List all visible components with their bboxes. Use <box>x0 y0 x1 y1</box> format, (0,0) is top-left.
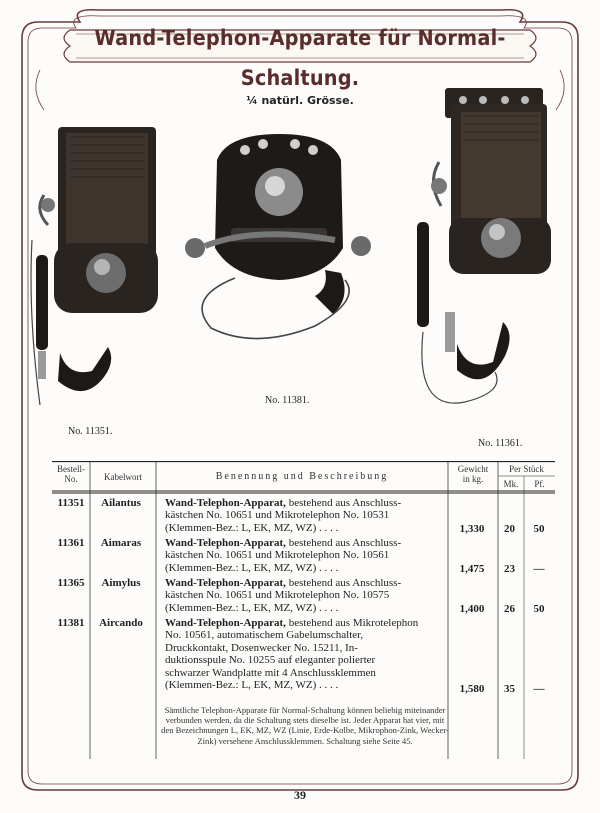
row-weight: 1,475 <box>459 562 485 575</box>
row-product-name: Wand-Telephon-Apparat, <box>165 497 286 509</box>
page-title: Wand-Telephon-Apparate für Normal-Schaltung. <box>94 26 506 90</box>
row-weight: 1,400 <box>459 602 485 615</box>
header-description: Benennung und Beschreibung <box>215 471 389 482</box>
row-order-no: 11381 <box>57 617 85 629</box>
row-product-name: Wand-Telephon-Apparat, <box>165 577 286 589</box>
header-order-no: Bestell- No. <box>57 464 85 484</box>
row-description-line: bestehend aus Anschluss- <box>288 577 402 589</box>
row-description-line: bestehend aus Anschluss- <box>288 497 402 509</box>
row-description <box>165 537 447 574</box>
caption-11381: No. 11381. <box>265 395 310 406</box>
row-description <box>165 617 447 691</box>
row-description-line: Druckkontakt, Dosenwecker No. 15211, In- <box>165 641 358 654</box>
row-description-line: (Klemmen-Bez.: L, EK, MZ, WZ) . . . . <box>165 561 339 574</box>
row-weight: 1,580 <box>459 683 485 695</box>
row-description-line: No. 10561, automatischem Gabelumschalter, <box>165 629 364 642</box>
row-codeword: Aimaras <box>100 537 142 549</box>
row-codeword: Ailantus <box>101 497 141 509</box>
header-price-per-piece: Per Stück <box>509 464 544 474</box>
telephone-11361-illustration <box>405 82 555 432</box>
row-description <box>165 497 447 534</box>
header-weight: Gewicht in kg. <box>457 464 489 484</box>
row-description-line: (Klemmen-Bez.: L, EK, MZ, WZ) . . . . <box>165 679 339 692</box>
row-order-no: 11365 <box>57 577 85 589</box>
row-price-mk: 26 <box>504 602 515 615</box>
row-description-line: (Klemmen-Bez.: L, EK, MZ, WZ) . . . . <box>165 601 339 614</box>
row-description-line: bestehend aus Mikrotelephon <box>288 617 419 629</box>
row-weight: 1,330 <box>459 522 485 535</box>
row-codeword: Aircando <box>99 617 143 629</box>
header-pf: Pf. <box>534 479 545 489</box>
row-description <box>165 577 447 614</box>
row-price-pf: 50 <box>533 522 545 535</box>
row-price-pf: — <box>533 683 545 695</box>
row-description-line: bestehend aus Anschluss- <box>288 537 402 549</box>
row-product-name: Wand-Telephon-Apparat, <box>165 617 286 629</box>
row-order-no: 11361 <box>57 537 85 549</box>
row-description-line: duktionsspule No. 10255 auf eleganter polierter <box>165 654 376 667</box>
row-price-mk: 23 <box>504 562 515 575</box>
table-footnote: Sämtliche Telephon-Apparate für Normal-Schaltung können beliebig miteinander verbunden werden, da die Schaltung stets dieselbe ist. Jeder Apparat hat vier, mit den Bezeichnungen L, EK, MZ, WZ (Linie, Erde-Kolbe, Mikrophon-Zink, Wecker-Zink) versehene Anschlussklemmen. Schaltung siehe Seite 45. <box>161 705 449 746</box>
row-product-name: Wand-Telephon-Apparat, <box>165 537 286 549</box>
header-codeword: Kabelwort <box>104 472 142 482</box>
row-price-mk: 35 <box>504 683 515 695</box>
caption-11351: No. 11351. <box>68 426 113 437</box>
row-codeword: Aimylus <box>101 577 141 589</box>
row-price-mk: 20 <box>504 522 515 535</box>
header-mk: Mk. <box>503 479 519 489</box>
caption-11361: No. 11361. <box>478 438 523 449</box>
telephone-11351-illustration <box>30 115 170 425</box>
row-price-pf: 50 <box>533 602 545 615</box>
row-order-no: 11351 <box>57 497 85 509</box>
row-description-line: (Klemmen-Bez.: L, EK, MZ, WZ) . . . . <box>165 521 339 534</box>
telephone-11381-illustration <box>175 128 385 383</box>
page-number: 39 <box>294 788 306 802</box>
row-description-line: kästchen No. 10651 und Mikrotelephon No. 10561 <box>165 549 390 562</box>
scale-note: ¼ natürl. Grösse. <box>246 94 354 107</box>
row-price-pf: — <box>533 562 545 575</box>
row-description-line: schwarzer Wandplatte mit 4 Anschlussklemmen <box>165 666 376 679</box>
row-description-line: kästchen No. 10651 und Mikrotelephon No. 10575 <box>165 589 390 602</box>
price-table <box>52 461 555 761</box>
row-description-line: kästchen No. 10651 und Mikrotelephon No. 10531 <box>165 509 390 522</box>
